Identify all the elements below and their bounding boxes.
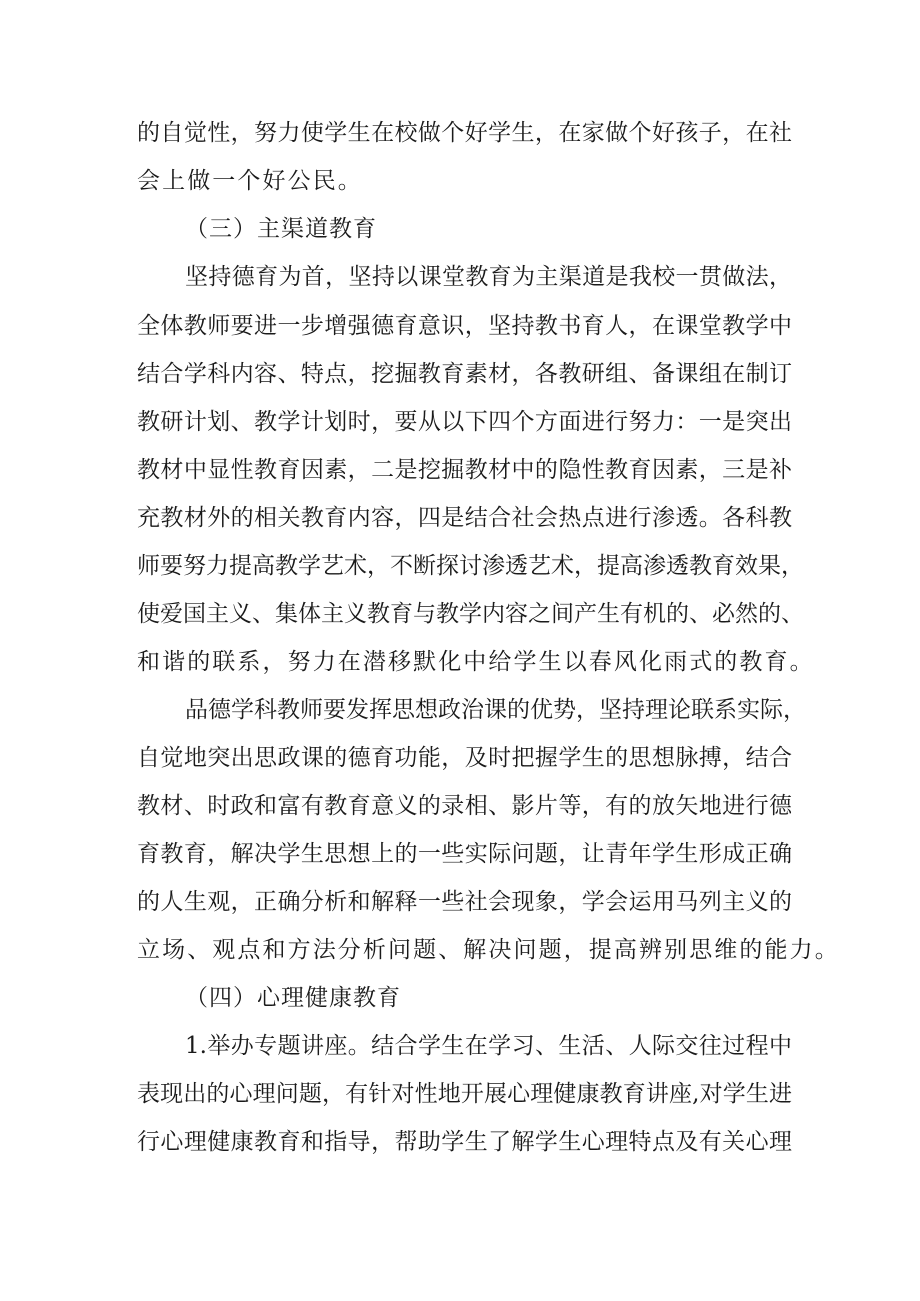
text-line: 的人生观，正确分析和解释一些社会现象，学会运用马列主义的 xyxy=(137,889,792,915)
text-line: 立场、观点和方法分析问题、解决问题，提高辨别思维的能力。 xyxy=(137,937,840,963)
paragraph-start: 坚持德育为首，坚持以课堂教育为主渠道是我校一贯做法， xyxy=(185,264,792,290)
text-line: 自觉地突出思政课的德育功能，及时把握学生的思想脉搏，结合 xyxy=(137,745,792,771)
text-line: 使爱国主义、集体主义教育与教学内容之间产生有机的、必然的、 xyxy=(137,601,804,627)
text-line: 会上做一个好公民。 xyxy=(137,168,363,194)
text-line: 教材中显性教育因素，二是挖掘教材中的隐性教育因素，三是补 xyxy=(137,457,792,483)
paragraph-start: 1.举办专题讲座。结合学生在学习、生活、人际交往过程中 xyxy=(185,1033,792,1059)
text-line: 师要努力提高教学艺术，不断探讨渗透艺术，提高渗透教育效果， xyxy=(137,553,804,579)
text-line: 教研计划、教学计划时，要从以下四个方面进行努力：一是突出 xyxy=(137,409,792,435)
text-line: 表现出的心理问题，有针对性地开展心理健康教育讲座,对学生进 xyxy=(137,1081,792,1107)
section-heading-3: （三）主渠道教育 xyxy=(185,216,377,242)
text-line: 结合学科内容、特点，挖掘教育素材，各教研组、备课组在制订 xyxy=(137,361,792,387)
text-line: 教材、时政和富有教育意义的录相、影片等，有的放矢地进行德 xyxy=(137,793,792,819)
section-heading-4: （四）心理健康教育 xyxy=(185,985,401,1011)
text-line: 充教材外的相关教育内容，四是结合社会热点进行渗透。各科教 xyxy=(137,505,792,531)
paragraph-start: 品德学科教师要发挥思想政治课的优势，坚持理论联系实际， xyxy=(185,697,806,723)
text-line: 和谐的联系，努力在潜移默化中给学生以春风化雨式的教育。 xyxy=(137,649,815,675)
text-line: 的自觉性，努力使学生在校做个好学生，在家做个好孩子，在社 xyxy=(137,120,792,146)
text-line: 行心理健康教育和指导，帮助学生了解学生心理特点及有关心理 xyxy=(137,1129,792,1155)
text-line: 全体教师要进一步增强德育意识，坚持教书育人，在课堂教学中 xyxy=(137,313,792,339)
text-line: 育教育，解决学生思想上的一些实际问题，让青年学生形成正确 xyxy=(137,841,792,867)
